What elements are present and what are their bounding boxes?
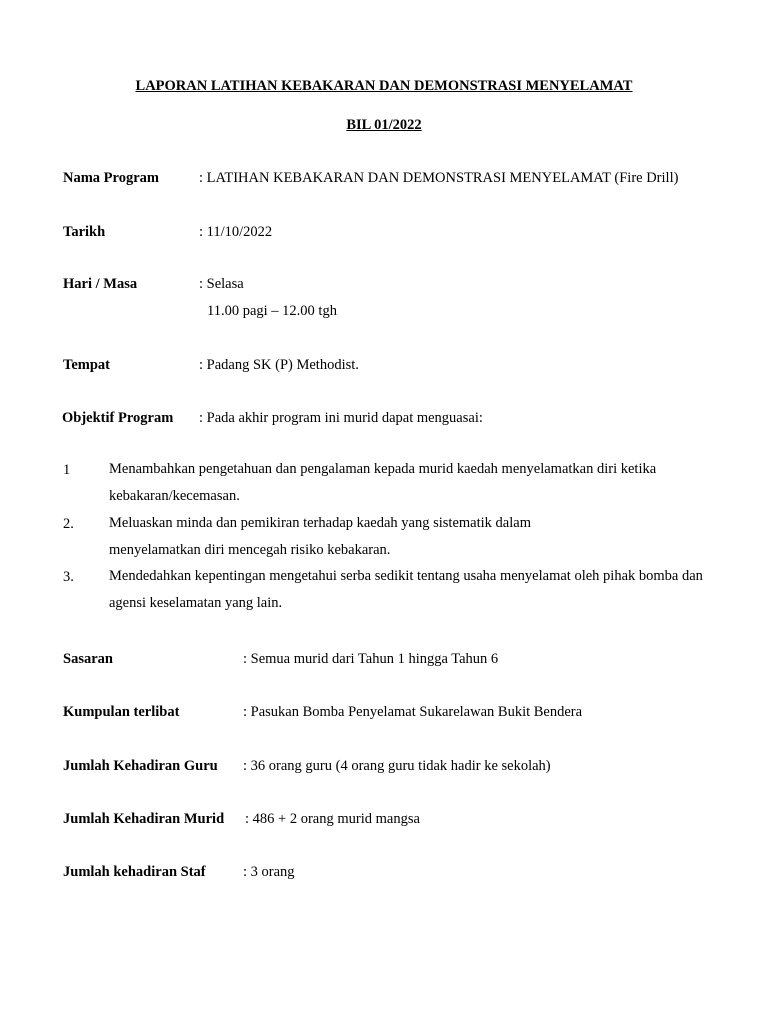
tempat-value: : Padang SK (P) Methodist. xyxy=(199,357,359,373)
objective-text: Meluaskan minda dan pemikiran terhadap kaedah yang sistematik dalam menyelamatkan diri mencegah risiko kebakaran. xyxy=(109,515,531,558)
sasaran-value: : Semua murid dari Tahun 1 hingga Tahun 6 xyxy=(243,651,499,667)
kehadiran-murid-value: : 486 + 2 orang murid mangsa xyxy=(245,811,420,827)
sasaran-label: Sasaran xyxy=(63,651,113,667)
kumpulan-value: : Pasukan Bomba Penyelamat Sukarelawan Bukit Bendera xyxy=(243,704,583,720)
tarikh-value: : 11/10/2022 xyxy=(199,224,273,240)
kehadiran-guru-value: : 36 orang guru (4 orang guru tidak hadir ke sekolah) xyxy=(243,758,551,774)
hari-masa-label: Hari / Masa xyxy=(63,276,138,292)
objektif-label: Objektif Program xyxy=(62,410,174,426)
nama-program-label: Nama Program xyxy=(63,170,159,186)
objective-text: Mendedahkan kepentingan mengetahui serba sedikit tentang usaha menyelamat oleh pihak bomba dan agensi keselamatan yang lain. xyxy=(109,568,703,611)
kumpulan-label: Kumpulan terlibat xyxy=(63,704,180,720)
kehadiran-staf-value: : 3 orang xyxy=(243,864,295,880)
kehadiran-staf-label: Jumlah kehadiran Staf xyxy=(63,864,206,880)
hari-value: : Selasa xyxy=(199,276,244,292)
objective-text: Menambahkan pengetahuan dan pengalaman kepada murid kaedah menyelamatkan diri ketika kebakaran/kecemasan. xyxy=(109,461,657,504)
masa-value: 11.00 pagi – 12.00 tgh xyxy=(207,303,337,319)
report-title: LAPORAN LATIHAN KEBAKARAN DAN DEMONSTRASI MENYELAMAT xyxy=(135,78,633,94)
objective-number: 3. xyxy=(63,569,74,585)
objektif-value: : Pada akhir program ini murid dapat menguasai: xyxy=(199,410,483,426)
kehadiran-guru-label: Jumlah Kehadiran Guru xyxy=(63,758,218,774)
objective-number: 2. xyxy=(63,516,74,532)
report-number: BIL 01/2022 xyxy=(346,117,422,133)
objective-number: 1 xyxy=(63,462,71,478)
tempat-label: Tempat xyxy=(63,357,110,373)
nama-program-value: : LATIHAN KEBAKARAN DAN DEMONSTRASI MENYELAMAT (Fire Drill) xyxy=(199,170,679,186)
tarikh-label: Tarikh xyxy=(63,224,106,240)
kehadiran-murid-label: Jumlah Kehadiran Murid xyxy=(63,811,225,827)
